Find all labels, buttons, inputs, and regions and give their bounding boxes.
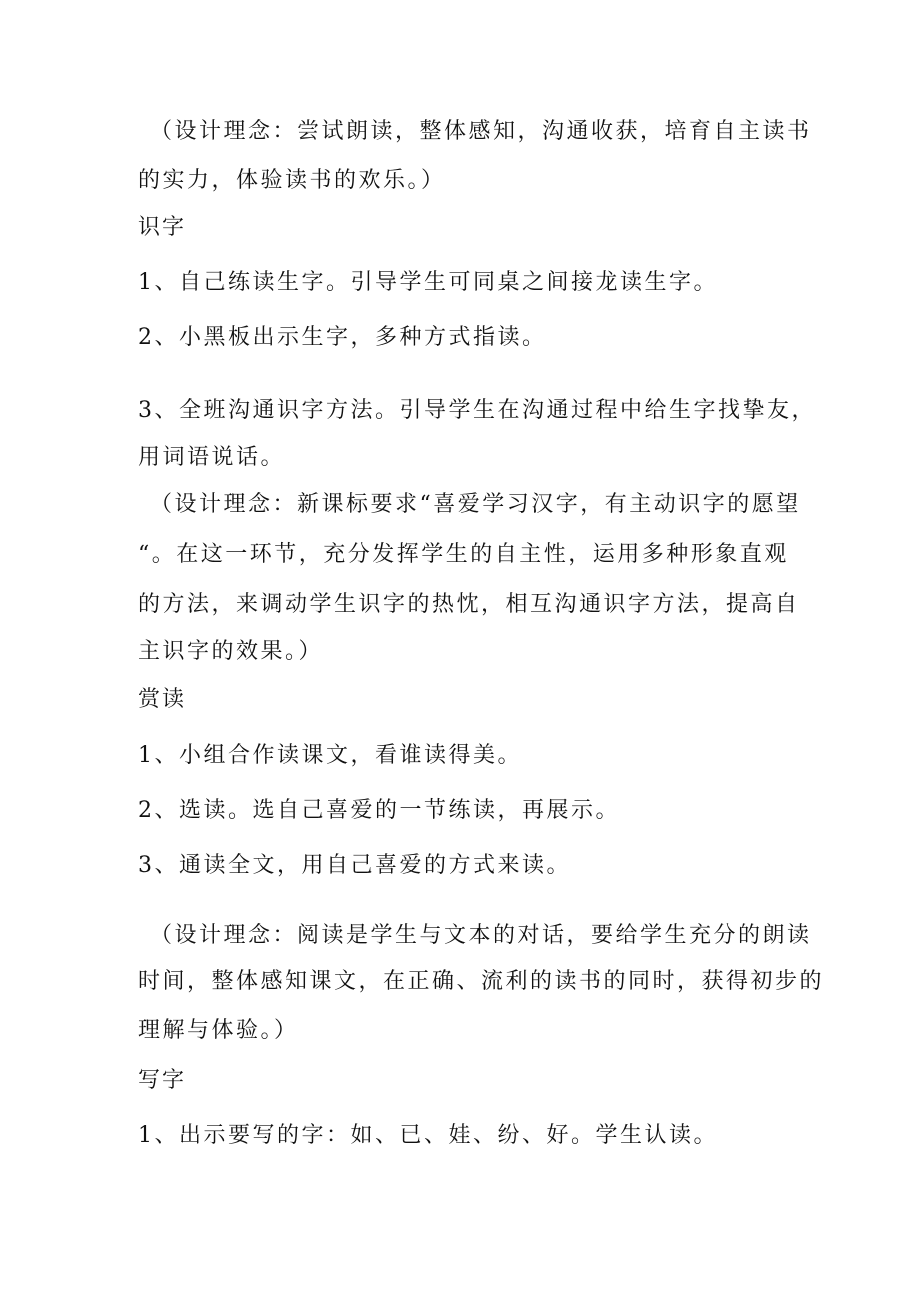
literacy-step-1: 1、自己练读生字。引导学生可同桌之间接龙读生字。 — [138, 270, 718, 295]
writing-step-1: 1、出示要写的字：如、已、娃、纷、好。学生认读。 — [138, 1123, 718, 1148]
design-note-2-line-1: （设计理念：新课标要求“喜爱学习汉字，有主动识字的愿望 — [150, 492, 801, 517]
design-note-3-line-3: 理解与体验。） — [138, 1018, 299, 1043]
design-note-2-line-3: 的方法，来调动学生识字的热忱，相互沟通识字方法，提高自 — [138, 592, 800, 617]
design-note-2-line-4: 主识字的效果。） — [138, 639, 324, 664]
reading-step-3: 3、通读全文，用自己喜爱的方式来读。 — [138, 853, 571, 878]
design-note-2-line-2: “。在这一环节，充分发挥学生的自主性，运用多种形象直观 — [138, 542, 789, 567]
design-note-3-line-2: 时间，整体感知课文，在正确、流利的读书的同时，获得初步的 — [138, 969, 825, 994]
reading-step-1: 1、小组合作读课文，看谁读得美。 — [138, 743, 522, 768]
section-heading-writing: 写字 — [138, 1068, 187, 1093]
literacy-step-2: 2、小黑板出示生字，多种方式指读。 — [138, 325, 547, 350]
reading-step-2: 2、选读。选自己喜爱的一节练读，再展示。 — [138, 798, 620, 823]
design-note-1-line-1: （设计理念：尝试朗读，整体感知，沟通收获，培育自主读书 — [150, 119, 812, 144]
section-heading-appreciative-reading: 赏读 — [138, 687, 187, 712]
section-heading-literacy: 识字 — [138, 215, 187, 240]
design-note-3-line-1: （设计理念：阅读是学生与文本的对话，要给学生充分的朗读 — [150, 923, 812, 948]
literacy-step-3-line-1: 3、全班沟通识字方法。引导学生在沟通过程中给生字找挚友， — [138, 398, 816, 423]
literacy-step-3-line-2: 用词语说话。 — [138, 445, 286, 470]
design-note-1-line-2: 的实力，体验读书的欢乐。） — [138, 168, 446, 193]
